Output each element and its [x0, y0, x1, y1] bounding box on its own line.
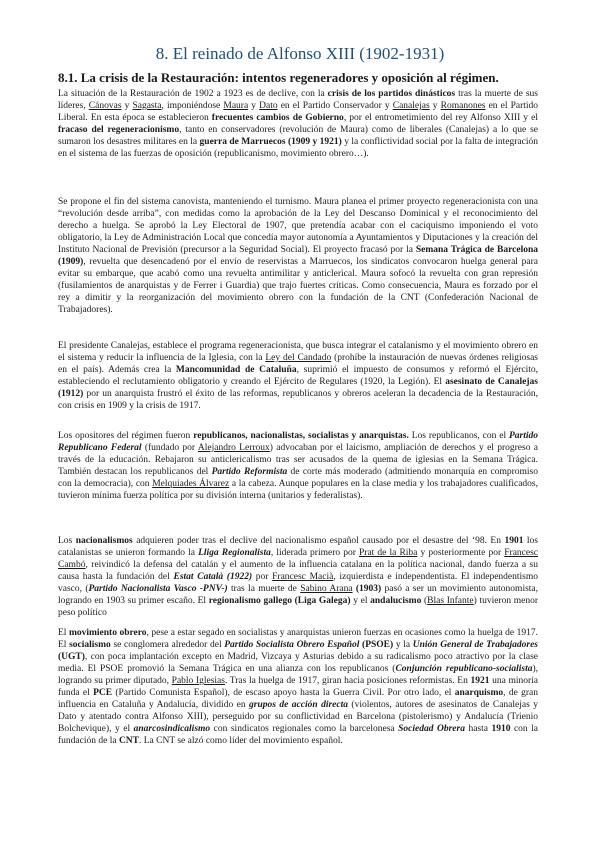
section-heading: 8.1. La crisis de la Restauración: intentos regeneradores y oposición al régimen.: [58, 70, 499, 85]
text-run: de corte más moderado (admitiendo monarquía en compromiso con la democracia), con: [58, 467, 538, 490]
text-run: hasta: [464, 724, 492, 735]
bold-term: 1921: [470, 676, 490, 687]
text-run: , reivindicó la defensa del catalán y el aumento de la influencia catalana en la política nacional, dando fuerza a su causa hasta la fundación del: [58, 560, 538, 583]
text-run: a la cabeza. Aunque populares en la clase media y los trabajadores cualificados, tuvieron mínima fuerza política por su división interna (unitarios y federalistas).: [58, 479, 539, 502]
bold-term: 1910: [491, 724, 511, 735]
bold-italic-term: grupos de acción directa: [249, 700, 348, 711]
text-run: ) tuvieron menor peso político: [58, 596, 539, 619]
bold-italic-term: Sociedad Obrera: [398, 724, 465, 735]
text-run: en el Partido Conservador y: [277, 101, 393, 112]
text-run: Los: [58, 536, 76, 546]
underlined-name: Alejandro Lerroux: [197, 443, 270, 454]
underlined-name: Francesc Cambó: [58, 548, 539, 571]
paragraph-nacionalismos: [58, 535, 538, 619]
text-run: , izquierdista e independentista. El independentismo vasco, (: [58, 572, 538, 595]
underlined-name: Sabino Arana: [300, 584, 353, 595]
text-run: El: [58, 628, 69, 638]
bold-term: andalucismo: [370, 596, 422, 607]
underlined-name: Prat de la Riba: [359, 548, 418, 559]
text-run: con sindicatos regionales como la barcelonesa: [210, 724, 399, 735]
text-run: , con poca implantación excepto en Madrid, Vizcaya y Asturias debido a su radicalismo poco atractivo por la clase media. El PSOE promovió la Semana Trágica en una alianza con los republicanos (: [58, 652, 538, 675]
text-run: una minoría funda el: [58, 676, 538, 699]
paragraph-canalejas: [58, 340, 538, 412]
text-run: se conglomera alrededor del: [110, 640, 225, 651]
bold-term: movimiento obrero: [68, 628, 147, 638]
text-run: y: [429, 101, 441, 112]
bold-term: nacionalismos: [75, 536, 133, 546]
text-run: , por el entrometimiento del rey Alfonso XIII y el: [343, 113, 538, 124]
text-run: (: [421, 596, 428, 607]
bold-term: socialismo: [69, 640, 111, 651]
text-run: tras la muerte de sus líderes,: [58, 89, 539, 112]
text-run: , imponiéndose: [161, 101, 224, 112]
page-title: 8. El reinado de Alfonso XIII (1902-1931): [155, 44, 445, 63]
bold-term: regionalismo gallego (Liga Galega): [208, 596, 351, 607]
text-run: y la conflictividad social por la falta de integración en el sistema de las fuerzas de oposición (republicanismo, movimiento obrero…).: [58, 137, 538, 160]
underlined-name: Pablo Iglesias: [171, 676, 225, 687]
underlined-name: Ley del Candado: [265, 353, 332, 364]
text-run: (violentos, autores de asesinatos de Canalejas y Dato y atentado contra Alfonso XIII), perseguido por su conflictividad en Barcelona (pistolerismo) y Andalucía (Trienio Bolchevique), y el: [58, 700, 538, 735]
paragraph-maura: [58, 196, 538, 316]
text-run: (Partido Comunista Español), de escaso apoyo hasta la Guerra Civil. Por otro lado, el: [112, 688, 455, 699]
bold-term: fracaso del regeneracionismo: [58, 125, 180, 136]
text-run: Los opositores del régimen fueron: [58, 431, 194, 441]
bold-italic-term: Partido Socialista Obrero Español: [224, 640, 360, 651]
text-run: , tanto en conservadores (revolución de Maura) como de liberales (Canalejas) a lo que se sumaron los desastres militares en la: [58, 125, 538, 148]
bold-italic-term: Lliga Regionalista: [198, 548, 271, 559]
text-run: (prohíbe la instauración de nuevas órdenes religiosas en el país). Además crea la: [58, 353, 538, 376]
bold-term: (1903): [355, 584, 382, 595]
bold-term: guerra de Marruecos (1909 y 1921): [199, 137, 342, 148]
text-run: La situación de la Restauración de 1902 a 1923 es de declive, con la: [58, 89, 328, 99]
bold-term: anarquismo: [454, 688, 504, 699]
text-run: , revuelta que desencadenó por el envío de reservistas a Marruecos, los sindicatos convocaron huelga general para evitar su embarque, que acabó como una revuelta antimilitar y anticlerical. Maura sofocó la revuelta con gran represión (fusilamientos de anarquistas y de Ferrer i Guardia) que trajo fuertes críticas. Como consecuencia, Maura es forzado por el rey a dimitir y la reorganización del movimiento obrero con la fundación de la CNT (Confederación Nacional de Trabajadores).: [58, 257, 538, 316]
bold-term: republicanos, nacionalistas, socialistas y anarquistas.: [193, 431, 409, 441]
underlined-name: Romanones: [440, 101, 486, 112]
text-run: . La CNT se alzó como líder del movimiento español.: [139, 736, 343, 747]
underlined-name: Francesc Macià: [272, 572, 334, 583]
text-run: . Tras la huelga de 1917, giran hacia posiciones reformistas. En: [224, 676, 471, 687]
text-run: , pese a estar segado en socialistas y anarquistas unieron fuerzas en ocasiones como la huelga de 1917. El: [58, 628, 538, 651]
bold-italic-term: Partido Nacionalista Vasco -PNV-): [88, 584, 228, 595]
underlined-name: Melquiades Álvarez: [152, 479, 230, 490]
bold-italic-term: Partido Republicano Federal: [58, 431, 538, 454]
text-run: adquieren poder tras el declive del nacionalismo español causado por el desastre del ‘98. En: [132, 536, 505, 546]
bold-term: frecuentes cambios de Gobierno: [211, 113, 344, 124]
bold-term: (PSOE): [362, 640, 394, 651]
paragraph-crisis-partidos: [58, 88, 538, 160]
text-run: y: [248, 101, 260, 112]
text-run: y posteriormente por: [417, 548, 505, 559]
bold-term: PCE: [93, 688, 113, 699]
bold-italic-term: Conjunción republicano-socialista: [395, 664, 533, 675]
text-run: en el Partido Liberal. En esta época se establecieron: [58, 101, 539, 124]
bold-italic-term: anarcosindicalismo: [133, 724, 211, 735]
underlined-name: Blas Infante: [427, 596, 474, 607]
bold-italic-term: Unión General de Trabajadores: [412, 640, 539, 651]
paragraph-republicanos: [58, 430, 538, 502]
text-run: por: [252, 572, 273, 583]
text-run: Los republicanos, con el: [408, 431, 509, 441]
underlined-name: Sagasta: [132, 101, 162, 112]
bold-term: Mancomunidad de Cataluña: [175, 365, 297, 376]
text-run: , suprimió el impuesto de consumos y reformó el Ejército, estableciendo el reclutamiento obligatorio y creando el Ejército de Regulares (1920, la Legión). El: [58, 365, 538, 388]
text-run: ) advocaban por el laicismo, ampliación de derechos y el progreso a través de la educación. Rebajaron su anticlericalismo tras ser acusados de la quema de iglesias en la Semana Trágica. También destacan los republicanos del: [58, 443, 538, 478]
underlined-name: Canalejas: [392, 101, 430, 112]
text-run: (fundado por: [141, 443, 198, 454]
text-run: tras la muerte de: [227, 584, 301, 595]
text-run: con la fundación de la: [58, 724, 538, 747]
bold-term: asesinato de Canalejas (1912): [58, 377, 538, 400]
bold-term: 1901: [504, 536, 524, 546]
underlined-name: Maura: [223, 101, 249, 112]
text-run: y la: [393, 640, 413, 651]
bold-term: crisis de los partidos dinásticos: [327, 89, 456, 99]
bold-italic-term: Estat Català (1922): [173, 572, 253, 583]
text-run: los catalanistas se unieron formando la: [58, 536, 539, 559]
underlined-name: Dato: [259, 101, 278, 112]
text-run: pasó a ser un movimiento autonomista, logrando en 1903 su primer escaño. El: [58, 584, 539, 607]
text-run: Se propone el fin del sistema canovista, manteniendo el turnismo. Maura planea el primer proyecto regeneracionista con una “revolución desde arriba”, con medidas como la aprobación de la Ley del Descanso Dominical y el reconocimiento del derecho a huelga. Se aprobó la Ley Electoral de 1907, que pretendía acabar con el caciquismo imponiendo el voto obligatorio, la Ley de Administración Local que concedía mayor autonomía a Ayuntamientos y Diputaciones y la creación del Instituto Nacional de Previsión (precursor a la Seguridad Social). El proyecto fracasó por la: [58, 197, 538, 256]
text-run: por un anarquista frustró el éxito de las reformas, republicanos y obreros aceleran la decadencia de la Restauración, con crisis en 1909 y la crisis de 1917.: [58, 389, 538, 412]
bold-italic-term: Partido Reformista: [211, 467, 288, 478]
bold-term: (UGT): [58, 652, 85, 663]
bold-term: Semana Trágica de Barcelona (1909): [58, 245, 538, 268]
text-run: ), logrando su primer diputado,: [58, 664, 539, 687]
text-run: , liderada primero por: [270, 548, 359, 559]
text-run: , de gran influencia en Cataluña y Andalucía, dividido en: [58, 688, 538, 711]
underlined-name: Cánovas: [88, 101, 122, 112]
text-run: y: [121, 101, 133, 112]
text-run: El presidente Canalejas, establece el programa regeneracionista, que busca integrar el catalanismo y el movimiento obrero en el sistema y reducir la influencia de la Iglesia, con la: [58, 341, 538, 364]
text-run: y el: [350, 596, 371, 607]
paragraph-movimiento-obrero: [58, 627, 538, 747]
bold-term: CNT: [118, 736, 139, 747]
